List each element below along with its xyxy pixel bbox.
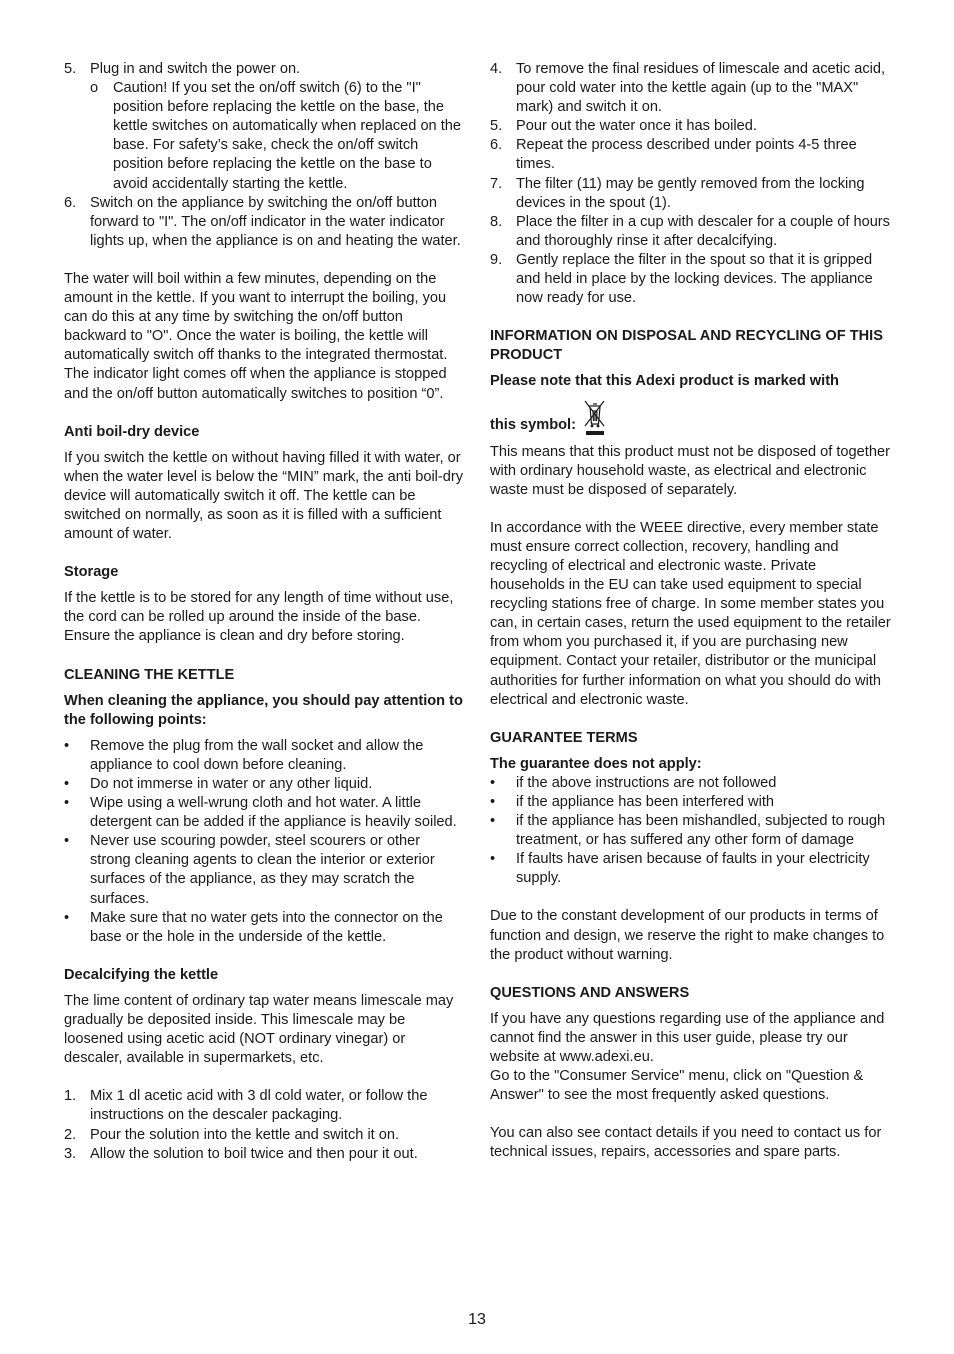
list-item: • Wipe using a well-wrung cloth and hot water. A little detergent can be added if the appliance is heavily soiled.	[64, 795, 457, 831]
disposal-heading: INFORMATION ON DISPOSAL AND RECYCLING OF THIS PRODUCT	[490, 328, 883, 364]
symbol-label: this symbol:	[490, 417, 576, 434]
caution-note: o Caution! If you set the on/off switch (6) to the "I" position before replacing the kettle on the base, the kettle switches on automatically when replaced on the base. For safety’s sake, check the on/off switch position before replacing the kettle on the base to avoid accidentally starting the kettle.	[90, 80, 462, 192]
step-6: 6. Switch on the appliance by switching the on/off button forward to "I". The on/off indicator in the water indicator lights up, when the appliance is on and heating the water.	[64, 194, 461, 249]
decalc-step-8: 8. Place the filter in a cup with descaler for a couple of hours and thoroughly rinse it after decalcifying.	[490, 213, 890, 249]
weee-crossed-bin-icon	[582, 398, 606, 436]
list-item: • Do not immerse in water or any other liquid.	[64, 776, 373, 792]
boil-paragraph: The water will boil within a few minutes, depending on the amount in the kettle. If you want to interrupt the boiling, you can do this at any time by switching the on/off button backward to "O". Once the water is boiling, the kettle will automatically switch off thanks to the integrated thermostat. The indicator light comes off when the appliance is stopped and the on/off button automatically switches to position “0”.	[64, 270, 448, 402]
decalc-step-3: 3. Allow the solution to boil twice and then pour it out.	[64, 1145, 418, 1162]
guarantee-heading: GUARANTEE TERMS	[490, 729, 638, 746]
storage-paragraph: If the kettle is to be stored for any length of time without use, the cord can be rolled up around the inside of the base. Ensure the appliance is clean and dry before storing.	[64, 590, 454, 645]
disposal-paragraph-2: In accordance with the WEEE directive, every member state must ensure correct collection, recovery, handling and recycling of electrical and electronic waste. Private households in the EU can take used equipment to special recycling stations free of charge. In some member states you can, in certain cases, return the used equipment to the retailer from whom you purchased it, if you are purchasing new equipment. Contact your retailer, distributor or the municipal authorities for further information on what you should do with electrical and electronic waste.	[490, 519, 891, 708]
symbol-line	[490, 398, 892, 436]
qa-paragraph-2: Go to the "Consumer Service" menu, click on "Question & Answer" to see the most frequently asked questions.	[490, 1068, 864, 1104]
right-column	[490, 60, 892, 1163]
list-item: • if the appliance has been mishandled, subjected to rough treatment, or has suffered any other form of damage	[490, 813, 886, 849]
anti-boil-dry-paragraph: If you switch the kettle on without having filled it with water, or when the water level is below the “MIN” mark, the anti boil-dry device will automatically switch it off. The kettle can be switched on normally, as soon as it is filled with a sufficient amount of water.	[64, 449, 464, 543]
decalc-step-4: 4. To remove the final residues of limescale and acetic acid, pour cold water into the kettle again (up to the "MAX" mark) and switch it on.	[490, 61, 886, 116]
anti-boil-dry-heading: Anti boil-dry device	[64, 423, 200, 440]
decalc-step-7: 7. The filter (11) may be gently removed from the locking devices in the spout (1).	[490, 175, 865, 211]
list-item: • Remove the plug from the wall socket and allow the appliance to cool down before cleaning.	[64, 737, 424, 773]
page-number: 13	[468, 1311, 486, 1328]
cleaning-heading: CLEANING THE KETTLE	[64, 666, 235, 683]
decalc-step-9: 9. Gently replace the filter in the spout so that it is gripped and held in place by the locking devices. The appliance now ready for use.	[490, 251, 873, 307]
decalcifying-paragraph: The lime content of ordinary tap water means limescale may gradually be deposited inside. This limescale may be loosened using acetic acid (NOT ordinary vinegar) or descaler, available in supermarkets, etc.	[64, 992, 454, 1067]
disposal-paragraph-1: This means that this product must not be disposed of together with ordinary household waste, as electrical and electronic waste must be disposed of separately.	[490, 443, 890, 498]
decalc-step-1: 1. Mix 1 dl acetic acid with 3 dl cold water, or follow the instructions on the descaler packaging.	[64, 1088, 428, 1124]
decalc-step-6: 6. Repeat the process described under points 4-5 three times.	[490, 137, 857, 173]
list-item: • Make sure that no water gets into the connector on the base or the hole in the underside of the kettle.	[64, 909, 443, 945]
guarantee-paragraph: Due to the constant development of our products in terms of function and design, we reserve the right to make changes to the product without warning.	[490, 908, 885, 963]
disposal-subheading: Please note that this Adexi product is marked with	[490, 373, 839, 390]
step-5: 5. Plug in and switch the power on.	[64, 61, 301, 77]
list-item: • if the above instructions are not followed	[490, 774, 777, 791]
decalcifying-heading: Decalcifying the kettle	[64, 966, 219, 983]
storage-heading: Storage	[64, 564, 119, 581]
list-item: • if the appliance has been interfered with	[490, 794, 774, 810]
left-column	[64, 60, 464, 1164]
decalc-step-5: 5. Pour out the water once it has boiled.	[490, 118, 757, 135]
qa-paragraph-1: If you have any questions regarding use of the appliance and cannot find the answer in this user guide, please try our website at www.adexi.eu.	[490, 1010, 885, 1066]
list-item: • If faults have arisen because of faults in your electricity supply.	[490, 851, 870, 887]
list-item: • Never use scouring powder, steel scourers or other strong cleaning agents to clean the interior or exterior surfaces of the appliance, as they may scratch the surfaces.	[64, 833, 435, 907]
qa-heading: QUESTIONS AND ANSWERS	[490, 984, 690, 1001]
decalc-step-2: 2. Pour the solution into the kettle and switch it on.	[64, 1126, 400, 1143]
guarantee-subheading: The guarantee does not apply:	[490, 755, 702, 772]
cleaning-subheading: When cleaning the appliance, you should pay attention to the following points:	[64, 692, 463, 728]
qa-paragraph-3: You can also see contact details if you need to contact us for technical issues, repairs, accessories and spare parts.	[490, 1125, 882, 1161]
